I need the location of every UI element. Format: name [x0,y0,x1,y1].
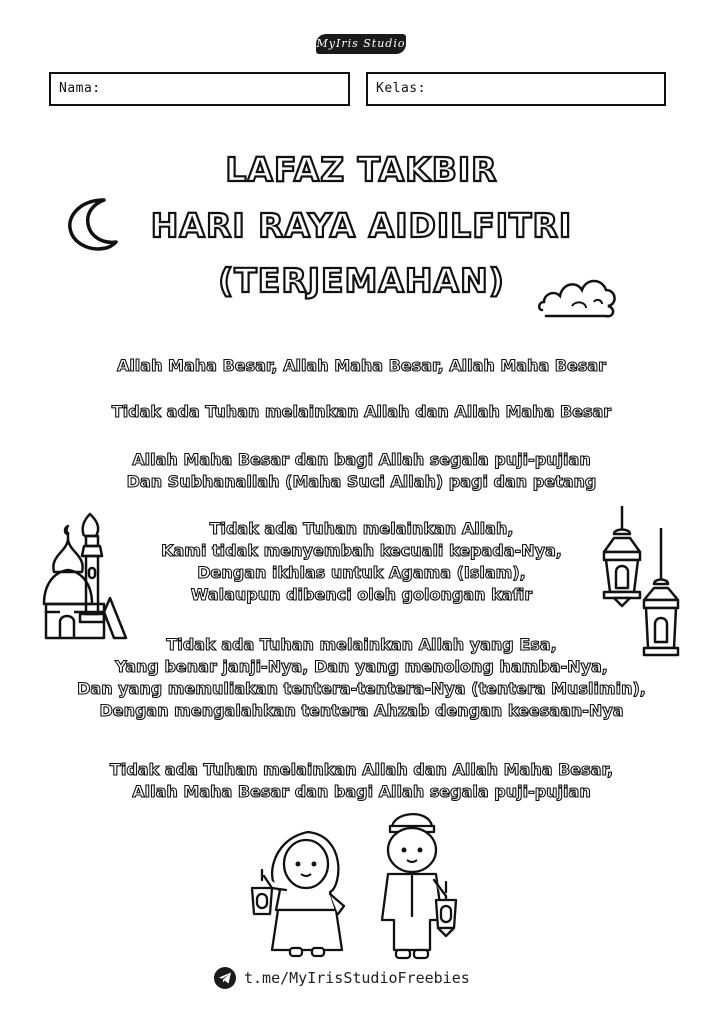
class-label: Kelas: [376,81,426,96]
footer-telegram-link[interactable] [214,966,470,990]
takbir-paragraph-6: Tidak ada Tuhan melainkan Allah dan Allah Maha Besar, Allah Maha Besar dan bagi Allah segala puji-pujian [109,760,614,801]
title-line-3: (TERJEMAHAN) [218,261,505,300]
takbir-paragraph-4: Tidak ada Tuhan melainkan Allah, Kami tidak menyembah kecuali kepada-Nya, Dengan ikhlas untuk Agama (Islam), Walaupun dibenci oleh golongan kafir [161,519,562,604]
name-field[interactable] [49,72,350,106]
takbir-paragraph-5: Tidak ada Tuhan melainkan Allah yang Esa, Yang benar janji-Nya, Dan yang menolong hamba-Nya, Dan yang memuliakan tentera-tentera-Nya (tentera Muslimin), Dengan mengalahkan tentera Ahzab dengan keesaan-Nya [77,635,646,720]
mosque-icon [40,512,138,644]
takbir-paragraph-2: Tidak ada Tuhan melainkan Allah dan Allah Maha Besar [111,402,612,421]
cloud-icon [536,266,620,322]
boy-with-lantern-illustration [372,804,478,960]
brand-logo: MyIris Studio [316,34,406,54]
crescent-moon-icon [66,196,126,252]
title-line-2: HARI RAYA AIDILFITRI [150,206,573,245]
takbir-paragraph-1: Allah Maha Besar, Allah Maha Besar, Allah Maha Besar [116,356,607,375]
name-label: Nama: [59,81,101,96]
girl-with-lantern-illustration [246,810,356,958]
telegram-link-text[interactable]: t.me/MyIrisStudioFreebies [244,969,470,987]
takbir-paragraph-3: Allah Maha Besar dan bagi Allah segala puji-pujian Dan Subhanallah (Maha Suci Allah) pagi dan petang [126,450,597,491]
class-field[interactable] [366,72,666,106]
title-line-1: LAFAZ TAKBIR [225,150,498,189]
lantern-icon [638,528,684,664]
telegram-icon [214,967,236,989]
